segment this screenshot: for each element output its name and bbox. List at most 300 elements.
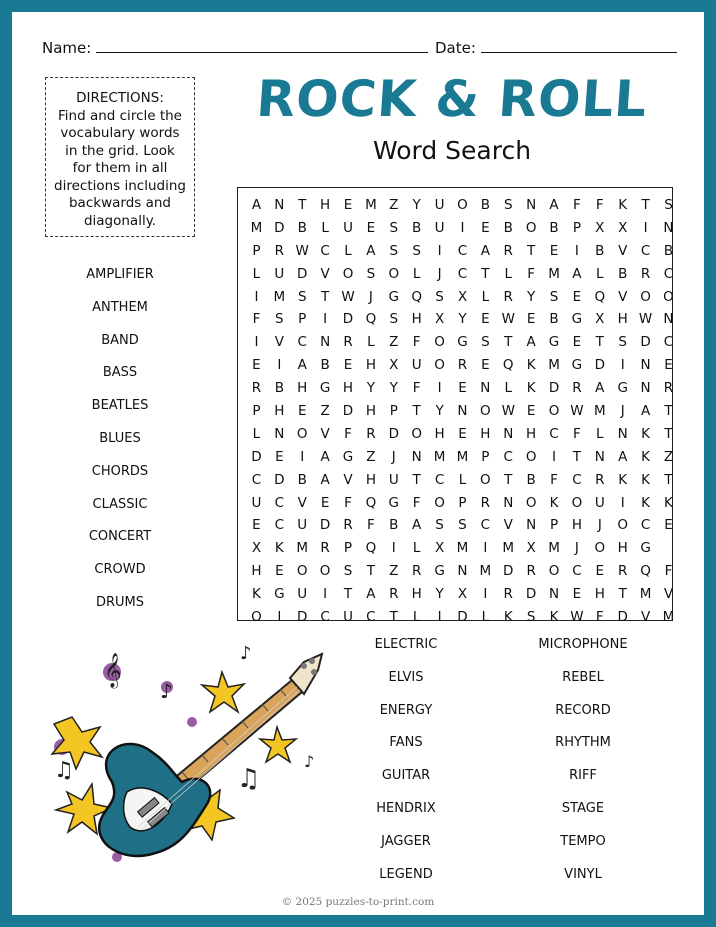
grid-letter[interactable]: A [251,197,262,213]
grid-letter[interactable]: V [274,334,284,351]
grid-letter[interactable]: L [504,265,512,282]
grid-letter[interactable]: D [274,219,285,236]
grid-letter[interactable]: N [526,517,537,534]
grid-letter[interactable]: X [434,311,445,328]
grid-letter[interactable]: H [274,403,285,420]
grid-letter[interactable]: L [412,265,421,282]
grid-letter[interactable]: B [274,380,284,397]
grid-letter[interactable]: E [664,357,673,374]
grid-letter[interactable]: U [297,517,308,534]
grid-letter[interactable]: T [664,471,673,488]
grid-letter[interactable]: E [366,219,376,236]
grid-letter[interactable]: A [640,403,651,420]
grid-letter[interactable]: L [412,609,421,626]
grid-letter[interactable]: V [618,288,628,305]
grid-letter[interactable]: H [320,197,331,213]
grid-letter[interactable]: R [595,471,605,488]
grid-letter[interactable]: S [435,517,444,534]
grid-letter[interactable]: R [389,586,399,603]
grid-letter[interactable]: E [458,380,467,397]
grid-letter[interactable]: W [570,403,584,420]
grid-letter[interactable]: N [617,425,628,442]
grid-letter[interactable]: P [343,540,353,557]
grid-letter[interactable]: K [664,494,673,511]
grid-letter[interactable]: R [251,380,262,397]
grid-letter[interactable]: I [323,586,328,603]
grid-letter[interactable]: I [437,242,442,259]
grid-letter[interactable]: D [525,586,537,603]
grid-letter[interactable]: G [571,357,583,374]
grid-letter[interactable]: R [343,334,353,351]
grid-letter[interactable]: F [664,563,673,580]
grid-letter[interactable]: X [251,540,262,557]
grid-letter[interactable]: F [344,425,352,442]
grid-letter[interactable]: O [457,197,468,213]
grid-letter[interactable]: O [525,494,537,511]
grid-letter[interactable]: J [368,288,373,305]
grid-letter[interactable]: R [503,242,513,259]
grid-letter[interactable]: L [321,219,329,236]
grid-letter[interactable]: I [254,334,259,351]
grid-letter[interactable]: H [526,425,537,442]
grid-letter[interactable]: L [504,380,512,397]
grid-letter[interactable]: S [618,334,627,351]
grid-letter[interactable]: E [252,517,261,534]
grid-letter[interactable]: W [501,311,515,328]
grid-letter[interactable]: I [437,380,442,397]
grid-letter[interactable]: A [320,448,330,465]
grid-letter[interactable]: O [548,563,560,580]
grid-letter[interactable]: N [548,586,560,603]
grid-letter[interactable]: G [388,494,400,511]
grid-letter[interactable]: W [570,609,584,626]
grid-letter[interactable]: O [525,219,537,236]
grid-letter[interactable]: X [595,311,605,328]
grid-letter[interactable]: M [456,540,469,557]
grid-letter[interactable]: H [342,380,354,397]
grid-letter[interactable]: T [412,403,421,420]
grid-letter[interactable]: U [274,265,285,282]
grid-letter[interactable]: M [593,403,606,420]
grid-letter[interactable]: L [481,609,490,626]
grid-letter[interactable]: M [273,288,286,305]
grid-letter[interactable]: D [319,517,331,534]
grid-letter[interactable]: T [664,425,673,442]
grid-letter[interactable]: C [663,334,674,351]
grid-letter[interactable]: L [252,425,261,442]
grid-letter[interactable]: Z [663,448,674,465]
grid-letter[interactable]: E [572,334,582,351]
grid-letter[interactable]: F [595,609,604,626]
grid-letter[interactable]: D [251,448,262,465]
grid-letter[interactable]: P [389,403,398,420]
grid-letter[interactable]: K [641,425,651,442]
grid-letter[interactable]: D [594,357,605,374]
grid-letter[interactable]: T [504,471,513,488]
grid-letter[interactable]: D [617,609,628,626]
grid-letter[interactable]: O [342,265,354,282]
grid-letter[interactable]: U [297,586,308,603]
grid-letter[interactable]: F [252,311,261,328]
name-field[interactable] [42,38,428,57]
grid-letter[interactable]: H [480,425,491,442]
grid-letter[interactable]: O [411,425,422,442]
grid-letter[interactable]: D [457,609,468,626]
grid-letter[interactable]: C [640,242,651,259]
grid-letter[interactable]: T [618,586,627,603]
grid-letter[interactable]: O [617,517,629,534]
grid-letter[interactable]: O [251,609,262,626]
grid-letter[interactable]: B [526,471,536,488]
grid-letter[interactable]: S [275,311,284,328]
grid-letter[interactable]: P [458,494,467,511]
grid-letter[interactable]: W [501,403,515,420]
grid-letter[interactable]: R [526,563,536,580]
grid-letter[interactable]: K [618,197,628,213]
grid-letter[interactable]: L [458,471,467,488]
grid-letter[interactable]: U [434,219,445,236]
grid-letter[interactable]: N [663,311,674,328]
grid-letter[interactable]: Z [389,197,399,213]
grid-letter[interactable]: S [435,288,444,305]
grid-letter[interactable]: E [275,448,284,465]
grid-letter[interactable]: N [503,494,514,511]
grid-letter[interactable]: N [274,425,285,442]
grid-letter[interactable]: A [412,517,422,534]
grid-letter[interactable]: O [319,563,331,580]
grid-letter[interactable]: C [457,242,468,259]
grid-letter[interactable]: L [412,540,421,557]
grid-letter[interactable]: S [458,517,467,534]
grid-letter[interactable]: N [503,425,514,442]
grid-letter[interactable]: K [526,380,536,397]
grid-letter[interactable]: S [481,334,490,351]
grid-letter[interactable]: C [572,471,582,488]
grid-letter[interactable]: A [595,380,605,397]
grid-letter[interactable]: A [618,448,628,465]
grid-letter[interactable]: T [664,403,673,420]
grid-letter[interactable]: O [548,403,560,420]
grid-letter[interactable]: R [503,586,513,603]
grid-letter[interactable]: F [412,380,421,397]
grid-letter[interactable]: O [571,494,583,511]
grid-letter[interactable]: X [526,540,536,557]
grid-letter[interactable]: F [412,334,421,351]
grid-letter[interactable]: Q [502,357,514,374]
grid-letter[interactable]: E [458,425,467,442]
grid-letter[interactable]: C [320,609,330,626]
grid-letter[interactable]: G [457,334,468,351]
grid-letter[interactable]: Z [389,563,399,580]
grid-letter[interactable]: C [503,448,513,465]
grid-letter[interactable]: U [251,494,262,511]
grid-letter[interactable]: D [503,563,514,580]
grid-letter[interactable]: E [526,403,536,420]
grid-letter[interactable]: B [297,471,307,488]
grid-letter[interactable]: R [480,494,491,511]
grid-letter[interactable]: R [663,380,674,397]
grid-letter[interactable]: A [297,357,307,374]
grid-letter[interactable]: C [549,425,559,442]
grid-letter[interactable]: L [596,265,604,282]
grid-letter[interactable]: H [617,311,628,328]
date-field[interactable] [435,38,677,57]
grid-letter[interactable]: R [640,265,651,282]
grid-letter[interactable]: E [252,357,261,374]
grid-letter[interactable]: M [479,563,492,580]
grid-letter[interactable]: T [595,334,604,351]
grid-letter[interactable]: O [525,448,537,465]
grid-letter[interactable]: N [480,380,491,397]
grid-letter[interactable]: T [641,197,650,213]
grid-letter[interactable]: L [344,242,352,259]
grid-letter[interactable]: S [664,197,673,213]
grid-letter[interactable]: K [641,494,651,511]
grid-letter[interactable]: T [366,563,376,580]
name-line[interactable] [96,38,428,53]
grid-letter[interactable]: H [251,563,262,580]
grid-letter[interactable]: Q [365,311,377,328]
grid-letter[interactable]: I [620,357,625,374]
grid-letter[interactable]: H [434,425,445,442]
grid-letter[interactable]: X [595,219,605,236]
grid-letter[interactable]: Y [458,311,467,328]
grid-letter[interactable]: Q [365,540,377,557]
grid-letter[interactable]: I [437,609,442,626]
grid-letter[interactable]: V [320,265,330,282]
grid-letter[interactable]: E [320,494,330,511]
grid-letter[interactable]: L [367,334,375,351]
grid-letter[interactable]: B [549,219,559,236]
grid-letter[interactable]: Q [411,288,422,305]
grid-letter[interactable]: A [366,242,376,259]
grid-letter[interactable]: H [411,586,422,603]
grid-letter[interactable]: M [662,609,675,626]
grid-letter[interactable]: A [480,242,490,259]
grid-letter[interactable]: V [640,609,651,626]
grid-letter[interactable]: F [344,494,352,511]
grid-letter[interactable]: E [549,242,559,259]
grid-letter[interactable]: U [411,357,422,374]
grid-letter[interactable]: S [389,311,399,328]
grid-letter[interactable]: D [297,265,308,282]
grid-letter[interactable]: J [574,540,579,557]
grid-letter[interactable]: O [480,471,491,488]
grid-letter[interactable]: M [365,197,377,213]
grid-letter[interactable]: P [252,403,261,420]
grid-letter[interactable]: B [503,219,513,236]
grid-letter[interactable]: C [297,334,307,351]
grid-letter[interactable]: F [527,265,536,282]
grid-letter[interactable]: S [549,288,559,305]
grid-letter[interactable]: T [572,448,582,465]
grid-letter[interactable]: F [412,494,421,511]
grid-letter[interactable]: H [571,517,582,534]
grid-letter[interactable]: C [640,517,651,534]
grid-letter[interactable]: C [274,517,285,534]
grid-letter[interactable]: F [595,197,604,213]
grid-letter[interactable]: B [412,219,422,236]
grid-letter[interactable]: L [252,265,261,282]
grid-letter[interactable]: C [251,471,262,488]
grid-letter[interactable]: E [572,288,582,305]
grid-letter[interactable]: N [457,403,468,420]
grid-letter[interactable]: R [572,380,582,397]
grid-letter[interactable]: I [254,288,259,305]
grid-letter[interactable]: B [389,517,399,534]
grid-letter[interactable]: G [434,563,445,580]
grid-letter[interactable]: S [389,242,399,259]
grid-letter[interactable]: O [480,403,491,420]
grid-letter[interactable]: M [296,540,309,557]
grid-letter[interactable]: M [639,586,652,603]
grid-letter[interactable]: S [526,609,536,626]
grid-letter[interactable]: T [527,242,536,259]
grid-letter[interactable]: T [389,609,398,626]
grid-letter[interactable]: D [640,334,651,351]
grid-letter[interactable]: I [323,311,328,328]
grid-letter[interactable]: G [274,586,285,603]
grid-letter[interactable]: W [638,311,653,328]
grid-letter[interactable]: X [457,288,468,305]
grid-letter[interactable]: A [572,265,582,282]
grid-letter[interactable]: D [342,403,354,420]
grid-letter[interactable]: D [342,311,354,328]
grid-letter[interactable]: Y [527,288,536,305]
grid-letter[interactable]: U [343,219,353,236]
grid-letter[interactable]: J [391,448,396,465]
grid-letter[interactable]: C [663,265,674,282]
grid-letter[interactable]: E [572,586,582,603]
grid-letter[interactable]: K [274,540,284,557]
grid-letter[interactable]: I [460,219,465,236]
grid-letter[interactable]: G [319,380,331,397]
grid-letter[interactable]: I [300,448,305,465]
grid-letter[interactable]: S [389,219,399,236]
grid-letter[interactable]: J [437,265,442,282]
grid-letter[interactable]: Y [435,403,444,420]
grid-letter[interactable]: N [640,380,651,397]
grid-letter[interactable]: S [366,265,376,282]
grid-letter[interactable]: B [480,197,490,213]
grid-letter[interactable]: D [274,471,285,488]
grid-letter[interactable]: Z [389,334,399,351]
grid-letter[interactable]: V [297,494,307,511]
grid-letter[interactable]: X [434,540,445,557]
grid-letter[interactable]: X [389,357,399,374]
grid-letter[interactable]: O [434,494,445,511]
grid-letter[interactable]: G [640,540,651,557]
grid-letter[interactable]: G [548,334,560,351]
grid-letter[interactable]: H [365,403,376,420]
grid-letter[interactable]: E [275,563,284,580]
word-search-grid[interactable] [237,187,675,626]
grid-letter[interactable]: A [526,334,536,351]
grid-letter[interactable]: C [366,609,376,626]
grid-letter[interactable]: D [548,380,560,397]
grid-letter[interactable]: O [296,563,308,580]
grid-letter[interactable]: E [343,197,353,213]
grid-letter[interactable]: I [277,609,282,626]
grid-letter[interactable]: X [457,586,468,603]
grid-letter[interactable]: Q [365,494,377,511]
grid-letter[interactable]: J [597,517,602,534]
grid-letter[interactable]: X [618,219,628,236]
grid-letter[interactable]: N [640,357,651,374]
grid-letter[interactable]: P [252,242,261,259]
grid-letter[interactable]: S [297,288,307,305]
grid-letter[interactable]: D [297,609,308,626]
grid-letter[interactable]: Q [594,288,606,305]
grid-letter[interactable]: K [549,494,559,511]
grid-letter[interactable]: E [664,517,673,534]
grid-letter[interactable]: R [366,425,376,442]
grid-letter[interactable]: N [526,197,537,213]
grid-letter[interactable]: T [412,471,421,488]
date-line[interactable] [481,38,677,53]
grid-letter[interactable]: M [548,265,560,282]
grid-letter[interactable]: D [388,425,399,442]
grid-letter[interactable]: Y [389,380,398,397]
grid-letter[interactable]: B [595,242,605,259]
grid-letter[interactable]: H [365,471,376,488]
grid-letter[interactable]: R [274,242,285,259]
grid-letter[interactable]: C [434,471,445,488]
grid-letter[interactable]: L [481,288,490,305]
grid-letter[interactable]: P [481,448,490,465]
grid-letter[interactable]: K [252,586,261,603]
grid-letter[interactable]: A [549,197,559,213]
grid-letter[interactable]: O [663,288,674,305]
grid-letter[interactable]: E [595,563,605,580]
grid-letter[interactable]: U [434,197,445,213]
grid-letter[interactable]: F [550,471,558,488]
grid-letter[interactable]: N [663,219,674,236]
grid-letter[interactable]: F [367,517,375,534]
grid-letter[interactable]: N [594,448,605,465]
grid-letter[interactable]: K [549,609,559,626]
grid-letter[interactable]: B [320,357,330,374]
grid-letter[interactable]: O [388,265,400,282]
grid-letter[interactable]: U [343,609,353,626]
grid-letter[interactable]: E [481,357,490,374]
grid-letter[interactable]: F [573,425,581,442]
grid-letter[interactable]: N [411,448,422,465]
grid-letter[interactable]: R [320,540,330,557]
grid-letter[interactable]: A [366,586,376,603]
grid-letter[interactable]: V [663,586,674,603]
grid-letter[interactable]: E [526,311,536,328]
grid-letter[interactable]: C [320,242,330,259]
grid-letter[interactable]: E [343,357,353,374]
grid-letter[interactable]: I [391,540,396,557]
grid-letter[interactable]: Q [640,563,651,580]
grid-letter[interactable]: G [342,448,354,465]
grid-letter[interactable]: W [341,288,355,305]
grid-letter[interactable]: C [274,494,285,511]
grid-letter[interactable]: I [552,448,557,465]
grid-letter[interactable]: R [457,357,468,374]
grid-letter[interactable]: P [572,219,581,236]
grid-letter[interactable]: R [503,288,513,305]
grid-letter[interactable]: E [481,311,490,328]
grid-letter[interactable]: F [573,197,581,213]
grid-letter[interactable]: I [620,494,625,511]
grid-letter[interactable]: S [503,197,513,213]
grid-letter[interactable]: B [663,242,674,259]
grid-letter[interactable]: E [297,403,307,420]
grid-letter[interactable]: O [640,288,651,305]
